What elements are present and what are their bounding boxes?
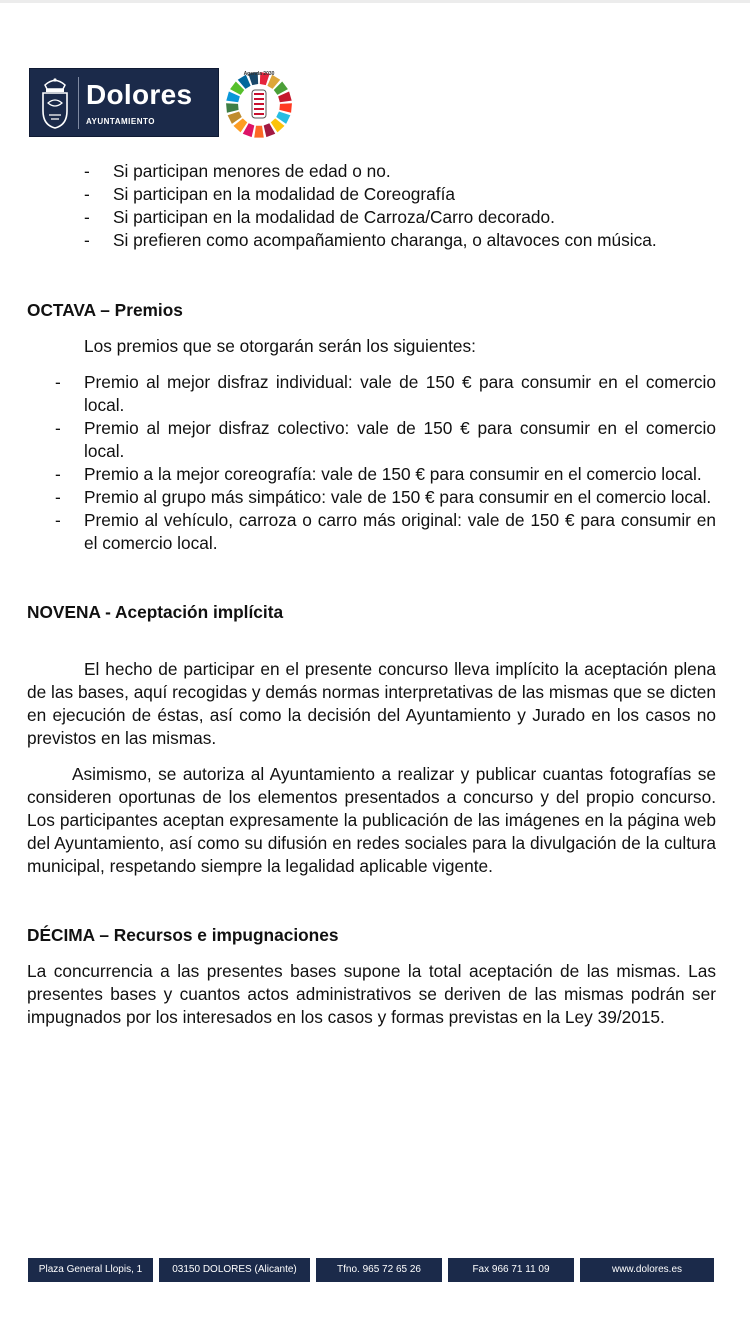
- document-body: [27, 160, 716, 1029]
- decima-heading: DÉCIMA – Recursos e impugnaciones: [27, 925, 339, 945]
- sdg-segment: [279, 103, 292, 112]
- crest-icon: [37, 75, 73, 131]
- footer-address: Plaza General Llopis, 1: [28, 1258, 153, 1282]
- decima-paragraph-1: La concurrencia a las presentes bases supone la total aceptación de las mismas. Las presentes bases y cuantos actos administrativos se deriven de las mismas podrán ser impugnados por los interesados en los casos y formas previstas en la Ley 39/2015.: [27, 961, 716, 1027]
- footer-city: 03150 DOLORES (Alicante): [159, 1258, 310, 1282]
- prize-item: - Premio al grupo más simpático: vale de 150 € para consumir en el comercio local.: [27, 486, 716, 509]
- participation-option-item: - Si prefieren como acompañamiento charanga, o altavoces con música.: [27, 229, 716, 252]
- participation-option-item: - Si participan en la modalidad de Carroza/Carro decorado.: [27, 206, 716, 229]
- footer-fax: Fax 966 71 11 09: [448, 1258, 574, 1282]
- footer-phone: Tfno. 965 72 65 26: [316, 1258, 442, 1282]
- participation-options-list: [27, 160, 716, 252]
- top-border: [0, 0, 750, 3]
- logo-title: Dolores: [86, 79, 193, 110]
- prize-item: - Premio al mejor disfraz individual: vale de 150 € para consumir en el comercio local.: [27, 371, 716, 417]
- prize-item: - Premio al vehículo, carroza o carro más original: vale de 150 € para consumir en el comercio local.: [27, 509, 716, 555]
- agenda-2030-logo: [222, 66, 296, 140]
- footer: [28, 1258, 714, 1282]
- participation-option-item: - Si participan menores de edad o no.: [27, 160, 716, 183]
- prize-item: - Premio al mejor disfraz colectivo: vale de 150 € para consumir en el comercio local.: [27, 417, 716, 463]
- sdg-segment: [226, 103, 239, 112]
- novena-heading: NOVENA - Aceptación implícita: [27, 602, 284, 622]
- octava-intro: Los premios que se otorgarán serán los siguientes:: [84, 336, 476, 356]
- logo-subtitle: AYUNTAMIENTO: [86, 117, 155, 126]
- participation-option-item: - Si participan en la modalidad de Coreografía: [27, 183, 716, 206]
- dolores-logo: [29, 68, 219, 137]
- prize-list: [27, 371, 716, 555]
- novena-paragraph-2: Asimismo, se autoriza al Ayuntamiento a realizar y publicar cuantas fotografías se consideren oportunas de los elementos presentados a concurso y del propio concurso. Los participantes aceptan expresamente la publicación de las imágenes en la página web del Ayuntamiento, así como su difusión en redes sociales para la divulgación de la cultura municipal, respetando siempre la legalidad aplicable vigente.: [27, 764, 716, 876]
- prize-item: - Premio a la mejor coreografía: vale de 150 € para consumir en el comercio local.: [27, 463, 716, 486]
- sdg-segment: [254, 126, 264, 138]
- novena-paragraph-1: El hecho de participar en el presente concurso lleva implícito la aceptación plena de las bases, aquí recogidas y demás normas interpretativas de las mismas que se dicten en ejecución de éstas, así como la decisión del Ayuntamiento y Jurado en los casos no previstos en las mismas.: [27, 659, 716, 748]
- footer-website[interactable]: www.dolores.es: [580, 1258, 714, 1282]
- agenda-label: Agenda 2030: [243, 71, 275, 77]
- logo-divider: [78, 77, 79, 129]
- octava-heading: OCTAVA – Premios: [27, 300, 183, 320]
